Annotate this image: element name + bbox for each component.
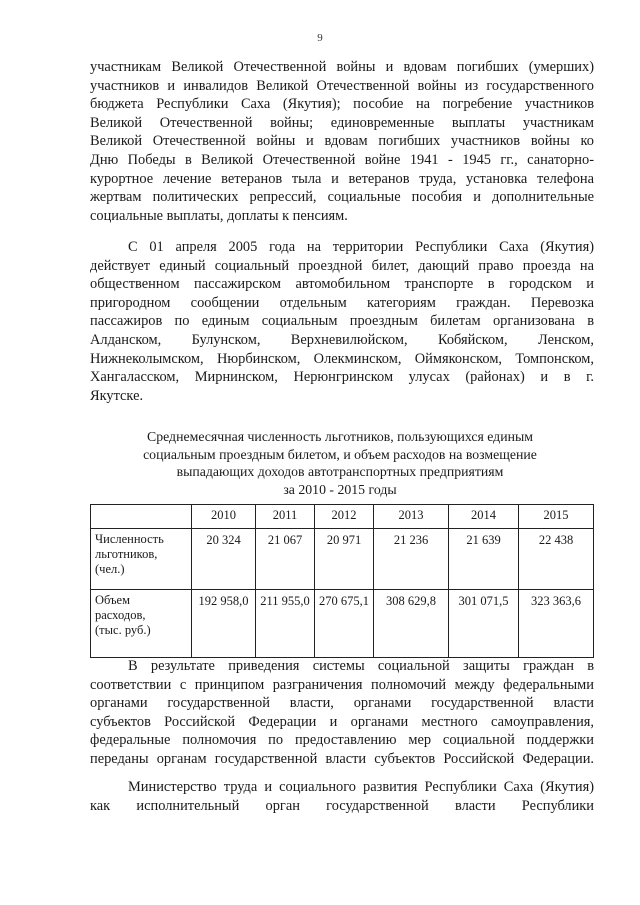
table-caption	[110, 428, 570, 498]
table-cell: 21 236	[374, 529, 449, 590]
header-year: 2012	[315, 505, 374, 529]
text-line: В результате приведения системы социальной защиты граждан в	[128, 658, 594, 674]
text-line: соответствии с принципом разграничения полномочий между федеральными	[90, 676, 594, 693]
text-line: социальные выплаты, доплаты к пенсиям.	[90, 207, 348, 224]
text-line: участников и инвалидов Великой Отечественной войны из государственного	[90, 77, 594, 94]
table-cell: 323 363,6	[519, 590, 594, 658]
caption-line: Среднемесячная численность льготников, пользующихся единым	[147, 429, 533, 444]
caption-line: социальным проездным билетом, и объем расходов на возмещение	[143, 446, 537, 462]
text-line: пассажиров по единым социальным проездным билетам организована в	[90, 313, 594, 330]
text-line: общественном пассажирском автомобильном транспорте в городском и	[90, 276, 594, 293]
page-number: 9	[317, 32, 323, 44]
table-cell: 22 438	[519, 529, 594, 590]
text-line: как исполнительный орган государственной власти Республики	[90, 797, 594, 814]
text-line: С 01 апреля 2005 года на территории Республики Саха (Якутия)	[128, 239, 594, 255]
text-line: жертвам политических репрессий, социальные пособия и дополнительные	[90, 189, 594, 206]
paragraph-2	[90, 238, 594, 405]
header-year: 2013	[374, 505, 449, 529]
table-cell: 308 629,8	[374, 590, 449, 658]
table-row	[91, 529, 594, 590]
row-label	[91, 590, 192, 658]
paragraph-3	[90, 657, 594, 769]
table-cell: 192 958,0	[192, 590, 256, 658]
row-label	[91, 529, 192, 590]
paragraph-4	[90, 778, 594, 815]
table-cell: 211 955,0	[256, 590, 315, 658]
text-line: Великой Отечественной войны; единовременные выплаты участникам	[90, 114, 594, 131]
table-cell: 20 971	[315, 529, 374, 590]
benefits-table	[90, 504, 594, 658]
text-line: Великой Отечественной войны и вдовам погибших участников войны ко	[90, 133, 594, 150]
text-line: Министерство труда и социального развития Республики Саха (Якутия)	[128, 779, 594, 795]
table-cell: 21 067	[256, 529, 315, 590]
text-line: переданы органам государственной власти субъектов Российской Федерации.	[90, 750, 594, 767]
row-label-line: льготников,	[95, 547, 158, 561]
text-line: Хангаласском, Мирнинском, Нерюнгринском улусах (районах) и в г.	[90, 369, 594, 386]
text-line: федеральные полномочия по предоставлению мер социальной поддержки	[90, 732, 594, 749]
caption-line: выпадающих доходов автотранспортных предприятиям	[176, 464, 504, 480]
paragraph-1	[90, 58, 594, 225]
text-line: субъектов Российской Федерации и органами местного самоуправления,	[90, 713, 594, 730]
text-line: курортное лечение ветеранов тыла и ветеранов труда, установка телефона	[90, 170, 594, 187]
table-cell: 270 675,1	[315, 590, 374, 658]
text-line: действует единый социальный проездной билет, дающий право проезда на	[90, 257, 594, 274]
table-row	[91, 590, 594, 658]
table-header-row	[91, 505, 594, 529]
row-label-line: Объем	[95, 593, 130, 607]
text-line: Якутске.	[90, 387, 144, 404]
text-line: органами государственной власти, органами государственной власти	[90, 695, 594, 712]
row-label-line: расходов,	[95, 608, 146, 622]
text-line: Алданском, Булунском, Верхневилюйском, Кобяйском, Ленском,	[90, 331, 594, 348]
text-line: бюджета Республики Саха (Якутия); пособие на погребение участников	[90, 96, 594, 113]
text-line: Дню Победы в Великой Отечественной войне 1941 - 1945 гг., санаторно-	[90, 151, 594, 168]
text-line: Нижнеколымском, Нюрбинском, Олекминском, Оймяконском, Томпонском,	[90, 350, 594, 367]
row-label-line: Численность	[95, 532, 164, 546]
table-cell: 301 071,5	[449, 590, 519, 658]
header-year: 2014	[449, 505, 519, 529]
table-cell: 20 324	[192, 529, 256, 590]
header-empty-cell	[91, 505, 192, 529]
table-cell: 21 639	[449, 529, 519, 590]
text-line: пригородном сообщении отдельным категориям граждан. Перевозка	[90, 294, 594, 311]
header-year: 2011	[256, 505, 315, 529]
text-line: участникам Великой Отечественной войны и вдовам погибших (умерших)	[90, 59, 594, 75]
row-label-line: (чел.)	[95, 562, 125, 576]
header-year: 2010	[192, 505, 256, 529]
header-year: 2015	[519, 505, 594, 529]
row-label-line: (тыс. руб.)	[95, 623, 151, 637]
caption-line: за 2010 - 2015 годы	[283, 481, 397, 497]
